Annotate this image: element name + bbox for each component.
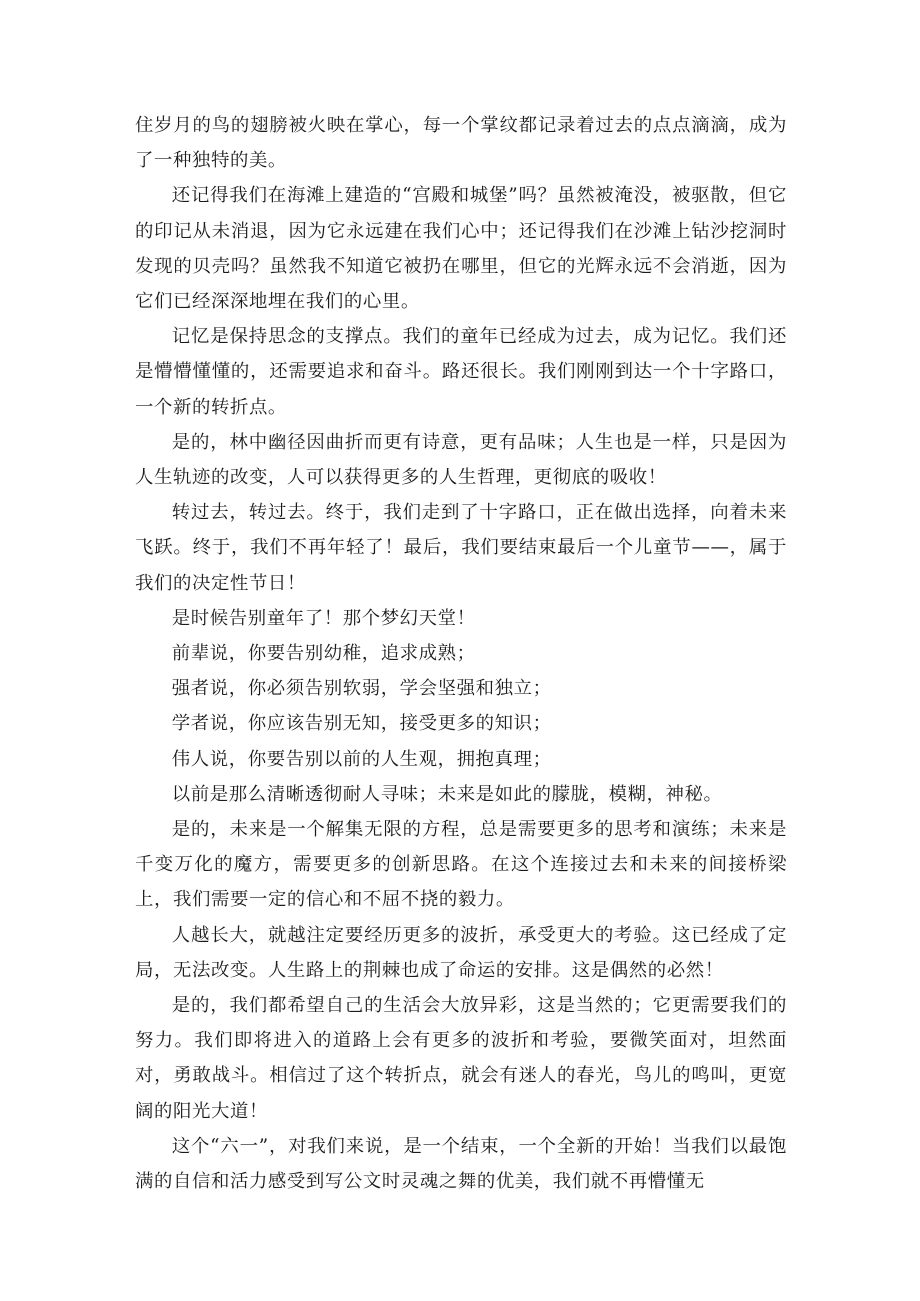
paragraph-4: 是的，林中幽径因曲折而更有诗意，更有品味；人生也是一样，只是因为人生轨迹的改变，人可以获得更多的人生哲理，更彻底的吸收！ <box>135 431 787 489</box>
paragraph-5: 转过去，转过去。终于，我们走到了十字路口，正在做出选择，向着未来飞跃。终于，我们不再年轻了！最后，我们要结束最后一个儿童节——，属于我们的决定性节日！ <box>135 502 787 594</box>
paragraph-15: 这个“六一”，对我们来说，是一个结束，一个全新的开始！当我们以最饱满的自信和活力感受到写公文时灵魂之舞的优美，我们就不再懵懂无 <box>135 1135 787 1193</box>
paragraph-6: 是时候告别童年了！那个梦幻天堂！ <box>171 607 476 629</box>
paragraph-11: 以前是那么清晰透彻耐人寻味；未来是如此的朦胧，模糊，神秘。 <box>171 783 723 805</box>
paragraph-3: 记忆是保持思念的支撑点。我们的童年已经成为过去，成为记忆。我们还是懵懵懂懂的，还需要追求和奋斗。路还很长。我们刚刚到达一个十字路口，一个新的转折点。 <box>135 326 787 418</box>
paragraph-10: 伟人说，你要告别以前的人生观，拥抱真理； <box>171 748 552 770</box>
paragraph-9: 学者说，你应该告别无知，接受更多的知识； <box>171 713 552 735</box>
paragraph-12: 是的，未来是一个解集无限的方程，总是需要更多的思考和演练；未来是千变万化的魔方，需要更多的创新思路。在这个连接过去和未来的间接桥梁上，我们需要一定的信心和不屈不挠的毅力。 <box>135 819 787 911</box>
paragraph-1: 住岁月的鸟的翅膀被火映在掌心，每一个掌纹都记录着过去的点点滴滴，成为了一种独特的美。 <box>135 115 787 172</box>
paragraph-14: 是的，我们都希望自己的生活会大放异彩，这是当然的；它更需要我们的努力。我们即将进入的道路上会有更多的波折和考验，要微笑面对，坦然面对，勇敢战斗。相信过了这个转折点，就会有迷人的春光，鸟儿的鸣叫，更宽阔的阳光大道！ <box>135 995 787 1122</box>
paragraph-8: 强者说，你必须告别软弱，学会坚强和独立； <box>171 678 552 700</box>
paragraph-2: 还记得我们在海滩上建造的“宫殿和城堡”吗？虽然被淹没，被驱散，但它的印记从未消退，因为它永远建在我们心中；还记得我们在沙滩上钻沙挖洞时发现的贝壳吗？虽然我不知道它被扔在哪里，但它的光辉永远不会消逝，因为它们已经深深地埋在我们的心里。 <box>135 185 787 313</box>
document-body <box>135 108 787 1199</box>
paragraph-7: 前辈说，你要告别幼稚，追求成熟； <box>171 643 476 665</box>
paragraph-13: 人越长大，就越注定要经历更多的波折，承受更大的考验。这已经成了定局，无法改变。人生路上的荆棘也成了命运的安排。这是偶然的必然！ <box>135 924 787 981</box>
